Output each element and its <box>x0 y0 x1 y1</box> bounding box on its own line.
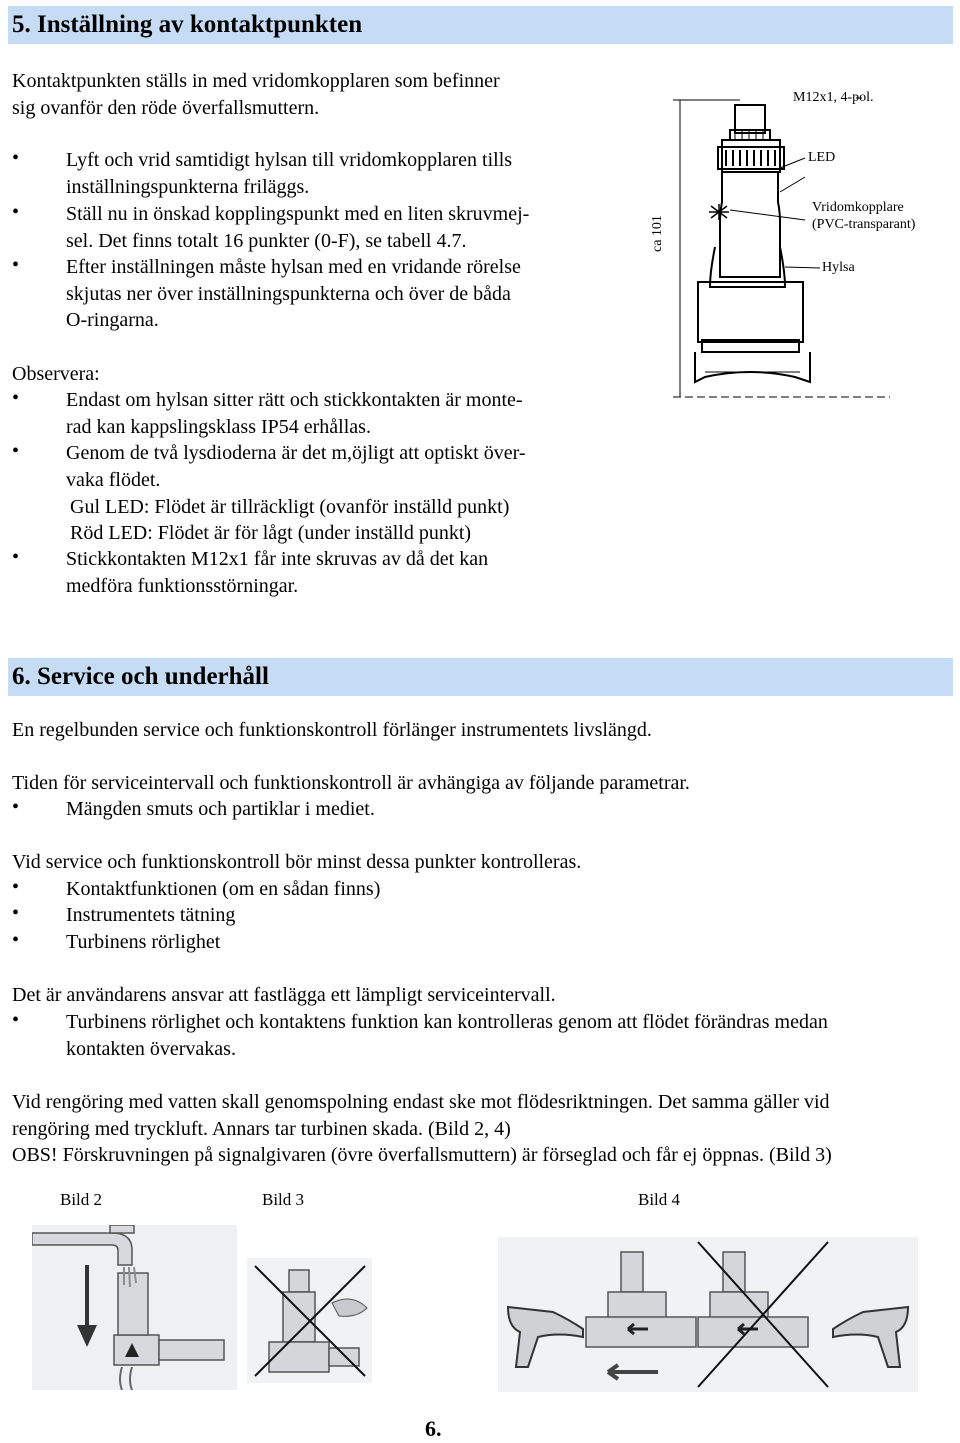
bullet: • <box>12 546 20 568</box>
service-paragraph-5: Vid rengöring med vatten skall genomspolning endast ske mot flödesriktningen. Det samma gäller vid rengöring med tryckluft. Annars tar turbinen skada. (Bild 2, 4) <box>12 1091 830 1140</box>
figure-caption-4: Bild 4 <box>638 1190 681 1209</box>
switch-label: Vridomkopplare <box>812 200 904 215</box>
list-item: Turbinens rörlighet <box>66 931 221 953</box>
figure-caption-2: Bild 2 <box>60 1190 103 1209</box>
service-paragraph-3: Vid service och funktionskontroll bör minst dessa punkter kontrolleras. <box>12 851 582 873</box>
list-item: Endast om hylsan sitter rätt och stickkontakten är monte- rad kan kappslingsklass IP54 erhållas. <box>66 389 523 438</box>
bullet: • <box>12 201 20 223</box>
bullet: • <box>12 254 20 276</box>
led-yellow-text: Gul LED: Flödet är tillräckligt (ovanför inställd punkt) <box>70 496 510 518</box>
dimension-label: ca 101 <box>650 215 665 252</box>
bullet: • <box>12 387 20 409</box>
connector-label: M12x1, 4-pol. <box>793 90 874 105</box>
bullet: • <box>12 440 20 462</box>
list-item: Efter inställningen måste hylsan med en vridande rörelse skjutas ner över inställningspunkterna och över de båda O-ringarna. <box>66 256 521 331</box>
list-item: Mängden smuts och partiklar i mediet. <box>66 798 375 820</box>
list-item: Kontaktfunktionen (om en sådan finns) <box>66 878 381 900</box>
service-paragraph-1: En regelbunden service och funktionskontroll förlänger instrumentets livslängd. <box>12 719 652 741</box>
bullet: • <box>12 902 20 924</box>
observe-label: Observera: <box>12 363 100 385</box>
list-item: Turbinens rörlighet och kontaktens funktion kan kontrolleras genom att flödet förändras medan kontakten övervakas. <box>66 1011 828 1060</box>
switch-star-icon <box>709 204 729 220</box>
bullet: • <box>12 1009 20 1031</box>
flow-switch-diagram <box>640 72 930 422</box>
switch-material-label: (PVC-transparant) <box>812 217 916 232</box>
bullet: • <box>12 929 20 951</box>
section-6-heading: 6. Service och underhåll <box>8 658 953 696</box>
led-red-text: Röd LED: Flödet är för lågt (under inställd punkt) <box>70 522 472 544</box>
led-label: LED <box>808 150 836 165</box>
flow-switch-drawing <box>640 72 930 422</box>
list-item: Genom de två lysdioderna är det m,öjligt att optiskt över- vaka flödet. <box>66 442 526 491</box>
figure-2-tap-rinse <box>32 1225 237 1390</box>
list-item: Stickkontakten M12x1 får inte skruvas av då det kan medföra funktionsstörningar. <box>66 548 489 597</box>
bullet: • <box>12 876 20 898</box>
bullet: • <box>12 796 20 818</box>
section-5-heading: 5. Inställning av kontaktpunkten <box>8 6 953 44</box>
service-warning: OBS! Förskruvningen på signalgivaren (övre överfallsmuttern) är förseglad och får ej öppnas. (Bild 3) <box>12 1144 832 1166</box>
figure-caption-3: Bild 3 <box>262 1190 305 1209</box>
figure-3-do-not-open <box>247 1258 372 1383</box>
list-item: Lyft och vrid samtidigt hylsan till vridomkopplaren tills inställningspunkterna friläggs. <box>66 149 513 198</box>
sleeve-label: Hylsa <box>822 260 855 275</box>
intro-paragraph: Kontaktpunkten ställs in med vridomkopplaren som befinner sig ovanför den röde överfallsmuttern. <box>12 70 500 119</box>
bullet: • <box>12 147 20 169</box>
service-paragraph-4: Det är användarens ansvar att fastlägga ett lämpligt serviceintervall. <box>12 984 556 1006</box>
list-item: Ställ nu in önskad kopplingspunkt med en liten skruvmej- sel. Det finns totalt 16 punkter (0-F), se tabell 4.7. <box>66 203 530 252</box>
page-number: 6. <box>425 1416 442 1441</box>
list-item: Instrumentets tätning <box>66 904 236 926</box>
service-paragraph-2: Tiden för serviceintervall och funktionskontroll är avhängiga av följande parametrar. <box>12 772 690 794</box>
figure-4-compressed-air <box>498 1237 918 1392</box>
